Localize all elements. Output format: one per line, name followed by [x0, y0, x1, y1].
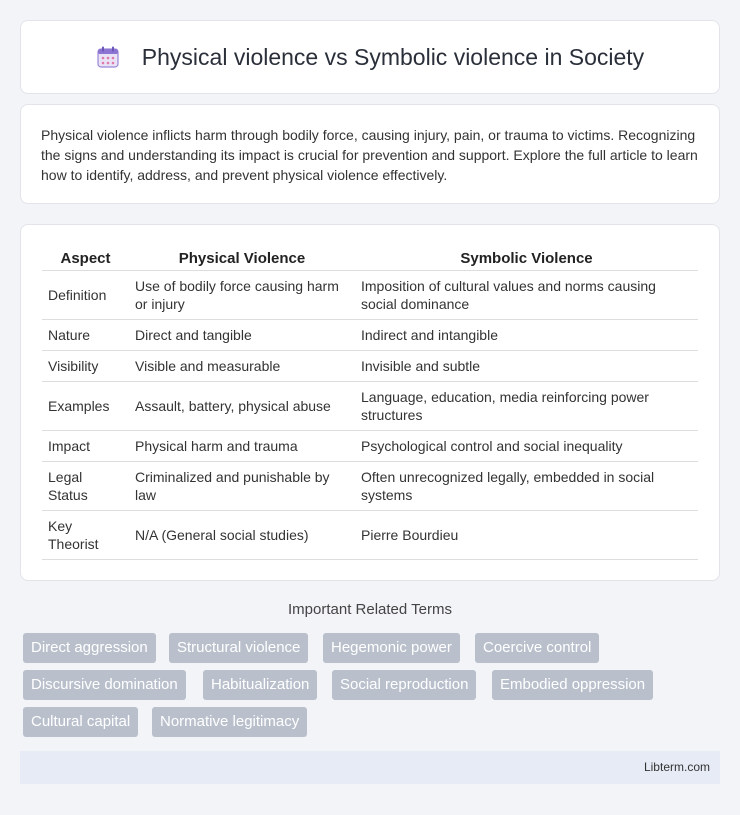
page-title: Physical violence vs Symbolic violence in Society	[141, 43, 645, 70]
related-term-tag[interactable]: Habitualization	[203, 670, 317, 700]
table-header-row	[42, 243, 698, 270]
cell-symbolic: Imposition of cultural values and norms causing social dominance	[355, 270, 698, 319]
cell-symbolic: Pierre Bourdieu	[355, 510, 698, 559]
cell-physical: Assault, battery, physical abuse	[129, 381, 355, 430]
related-term-tag[interactable]: Normative legitimacy	[152, 707, 307, 737]
related-term-tag[interactable]: Hegemonic power	[323, 633, 460, 663]
cell-aspect: Nature	[42, 319, 129, 350]
intro-text: Physical violence inflicts harm through bodily force, causing injury, pain, or trauma to victims. Recognizing the signs and understanding its impact is crucial for prevention and support. Explore the full article to learn how to identify, address, and prevent physical violence effectively.	[41, 127, 698, 183]
table-row	[42, 350, 698, 381]
header-aspect: Aspect	[42, 243, 129, 270]
cell-aspect: Examples	[42, 381, 129, 430]
table-row	[42, 510, 698, 559]
cell-symbolic: Invisible and subtle	[355, 350, 698, 381]
related-term-tag[interactable]: Coercive control	[475, 633, 599, 663]
table-row	[42, 461, 698, 510]
footer-site-link[interactable]: Libterm.com	[643, 760, 710, 774]
cell-aspect: Impact	[42, 430, 129, 461]
cell-aspect: Visibility	[42, 350, 129, 381]
related-term-tag[interactable]: Structural violence	[169, 633, 308, 663]
table-row	[42, 270, 698, 319]
related-term-tag[interactable]: Discursive domination	[23, 670, 186, 700]
cell-aspect: Key Theorist	[42, 510, 129, 559]
comparison-table	[42, 243, 698, 560]
table-row	[42, 319, 698, 350]
cell-symbolic: Language, education, media reinforcing power structures	[355, 381, 698, 430]
cell-physical: Physical harm and trauma	[129, 430, 355, 461]
related-terms-title: Important Related Terms	[288, 601, 452, 618]
cell-symbolic: Indirect and intangible	[355, 319, 698, 350]
table-row	[42, 430, 698, 461]
related-term-tag[interactable]: Embodied oppression	[492, 670, 653, 700]
related-term-tag[interactable]: Social reproduction	[332, 670, 476, 700]
cell-physical: Visible and measurable	[129, 350, 355, 381]
cell-symbolic: Often unrecognized legally, embedded in social systems	[355, 461, 698, 510]
cell-physical: Use of bodily force causing harm or injury	[129, 270, 355, 319]
cell-aspect: Definition	[42, 270, 129, 319]
title-card	[20, 20, 720, 94]
cell-symbolic: Psychological control and social inequality	[355, 430, 698, 461]
footer	[20, 751, 720, 784]
related-term-tag[interactable]: Cultural capital	[23, 707, 138, 737]
intro-card	[20, 104, 720, 204]
calendar-icon	[96, 45, 120, 69]
cell-physical: Direct and tangible	[129, 319, 355, 350]
comparison-card	[20, 224, 720, 581]
related-term-tag[interactable]: Direct aggression	[23, 633, 156, 663]
cell-physical: N/A (General social studies)	[129, 510, 355, 559]
table-row	[42, 381, 698, 430]
header-symbolic: Symbolic Violence	[355, 243, 698, 270]
header-physical: Physical Violence	[129, 243, 355, 270]
cell-physical: Criminalized and punishable by law	[129, 461, 355, 510]
cell-aspect: Legal Status	[42, 461, 129, 510]
